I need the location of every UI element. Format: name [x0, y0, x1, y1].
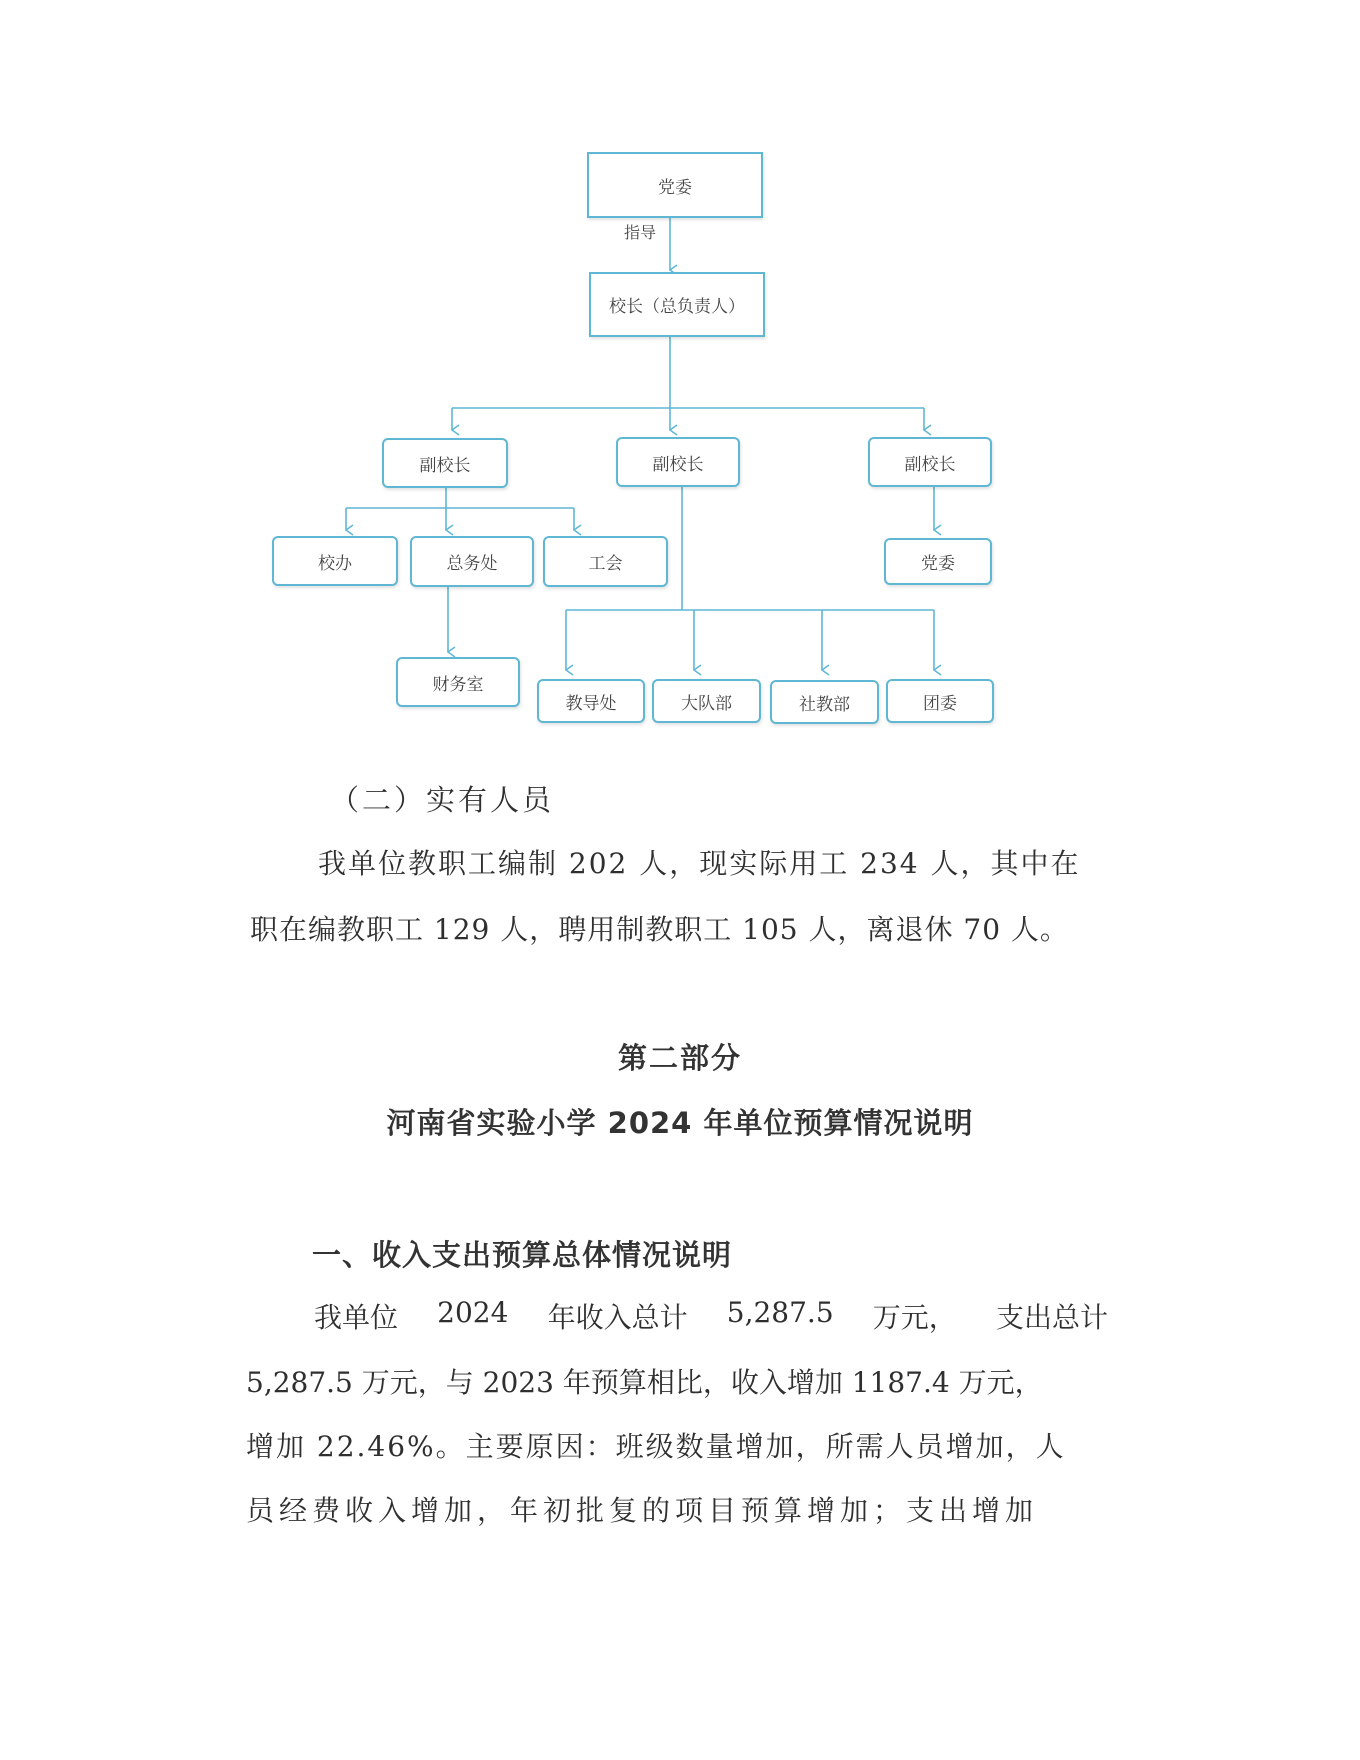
- budget-section-heading: 一、收入支出预算总体情况说明: [312, 1238, 733, 1272]
- budget-line1-word: 5,287.5: [726, 1296, 834, 1329]
- budget-line1-word: 万元，: [872, 1301, 957, 1334]
- node-party-committee-top: 党委: [587, 152, 763, 218]
- node-general-affairs: 总务处: [410, 536, 534, 587]
- part-two-title: 第二部分: [617, 1041, 742, 1075]
- budget-paragraph-line-1: [314, 1296, 1108, 1336]
- node-principal: 校长（总负责人）: [589, 272, 765, 337]
- node-finance: 财务室: [396, 657, 520, 707]
- node-vice-principal-3: 副校长: [868, 437, 992, 487]
- node-brigade: 大队部: [652, 679, 761, 723]
- node-vice-principal-2: 副校长: [616, 437, 740, 487]
- budget-paragraph-line-2: 5,287.5 万元，与 2023 年预算相比，收入增加 1187.4 万元，: [246, 1366, 1043, 1399]
- node-party-committee: 党委: [884, 538, 992, 585]
- node-vice-principal-1: 副校长: [382, 438, 508, 488]
- node-teaching: 教导处: [537, 679, 645, 723]
- node-union: 工会: [543, 536, 668, 587]
- budget-line1-word: 2024: [437, 1296, 509, 1329]
- budget-line1-word: 年收入总计: [547, 1301, 688, 1334]
- staff-paragraph-line-1: 我单位教职工编制 202 人，现实际用工 234 人，其中在: [318, 847, 1081, 880]
- staff-section-heading: （二）实有人员: [330, 783, 555, 817]
- budget-paragraph-line-3: 增加 22.46%。主要原因：班级数量增加，所需人员增加，人: [246, 1430, 1066, 1463]
- part-two-subtitle: 河南省实验小学 2024 年单位预算情况说明: [386, 1106, 974, 1140]
- node-school-office: 校办: [272, 536, 398, 586]
- edge-label-guidance: 指导: [624, 223, 657, 242]
- org-chart: [0, 0, 1360, 760]
- node-social-education: 社教部: [770, 680, 879, 724]
- budget-paragraph-line-4: 员经费收入增加，年初批复的项目预算增加；支出增加: [246, 1494, 1039, 1527]
- node-youth-league: 团委: [886, 679, 994, 723]
- budget-line1-word: 支出总计: [995, 1301, 1108, 1334]
- staff-paragraph-line-2: 职在编教职工 129 人，聘用制教职工 105 人，离退休 70 人。: [250, 913, 1069, 946]
- org-chart-connectors: [0, 0, 1360, 760]
- budget-line1-word: 我单位: [314, 1301, 399, 1334]
